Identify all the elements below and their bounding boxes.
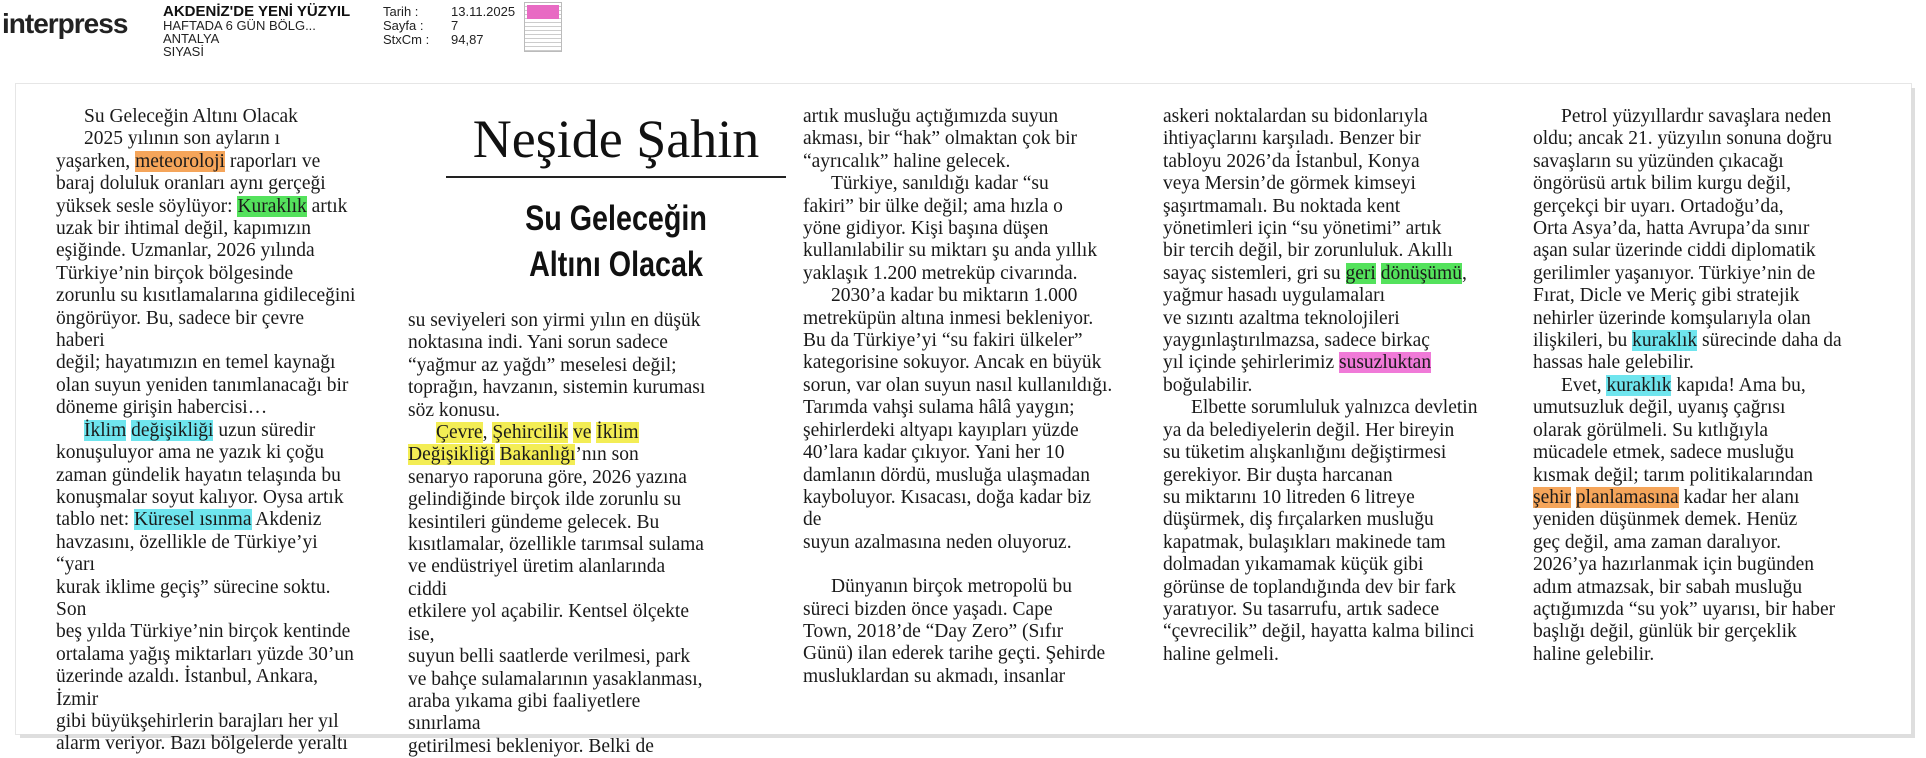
text-line: su seviyeleri son yirmi yılın en düşük bbox=[408, 310, 701, 331]
article-column-3 bbox=[803, 106, 1113, 688]
text-line: geç değil, ama zaman daralıyor. bbox=[1533, 531, 1781, 553]
text-line: mücadele etmek, sadece musluğu bbox=[1533, 442, 1794, 464]
text-line: kısmak değil; tarım politikalarından bbox=[1533, 464, 1813, 486]
text-line: uzak bir ihtimal değil, kapımızın bbox=[56, 218, 312, 240]
text-line: süreci bizden önce yaşadı. Cape bbox=[803, 598, 1053, 620]
publication-name: AKDENİZ'DE YENİ YÜZYIL bbox=[163, 3, 351, 20]
text-line: zorunlu su kısıtlamalarına gidileceğini bbox=[56, 285, 356, 307]
text-line: zaman gündelik hayatın telaşında bu bbox=[56, 464, 341, 486]
text-line: 2025 yılının son ayların ı bbox=[84, 128, 281, 150]
text-line: su miktarını 10 litreden 6 litreye bbox=[1163, 486, 1415, 508]
text-line: damlanın dördü, musluğa ulaşmadan bbox=[803, 464, 1091, 486]
article-headline bbox=[477, 196, 756, 288]
text-line: üzerinde azaldı. İstanbul, Ankara, İzmir bbox=[56, 666, 319, 710]
text-line: getirilmesi bekleniyor. Belki de bbox=[408, 735, 654, 757]
text-line: “çevrecilik” değil, hayatta kalma bilinci bbox=[1163, 621, 1475, 643]
text-line: senaryo raporuna göre, 2026 yazına bbox=[408, 466, 687, 488]
text-line: Dünyanın birçok metropolü bu bbox=[831, 576, 1072, 598]
text-line: askeri noktalardan su bidonlarıyla bbox=[1163, 106, 1428, 127]
text-line: yaşarken, meteoroloji raporları ve bbox=[56, 150, 321, 172]
publication-category: SIYASİ bbox=[163, 44, 204, 59]
text-line: Orta Asya’da, hatta Avrupa’da sınır bbox=[1533, 218, 1810, 240]
text-line: bir tercih değil, bir zorunluluk. Akıllı bbox=[1163, 240, 1453, 262]
text-line: veya Mersin’de görmek kimseyi bbox=[1163, 173, 1416, 195]
text-line: kategorisine sokuyor. Ancak en büyük bbox=[803, 352, 1102, 374]
clipping-header bbox=[0, 0, 1926, 80]
text-line: Su Geleceğin Altını Olacak bbox=[84, 106, 298, 127]
text-line: baraj doluluk oranları aynı gerçeği bbox=[56, 173, 326, 195]
text-line: gerekiyor. Bir duşta harcanan bbox=[1163, 464, 1393, 486]
article-clipping bbox=[16, 84, 1911, 757]
text-line: Türkiye, sanıldığı kadar “su bbox=[831, 173, 1049, 195]
text-line: Tarımda vahşi sulama hâlâ yaygın; bbox=[803, 397, 1075, 419]
stxcm-value: 94,87 bbox=[451, 32, 484, 47]
text-line: ihtiyaçlarını karşıladı. Benzer bir bbox=[1163, 128, 1421, 150]
text-line: umutsuzluk değil, uyanış çağrısı bbox=[1533, 397, 1786, 419]
text-line: adım atmazsak, bir sabah musluğu bbox=[1533, 576, 1803, 598]
text-line: Günü) ilan ederek tarihe geçti. Şehirde bbox=[803, 643, 1106, 665]
text-line: öngörüyor. Bu, sadece bir çevre haberi bbox=[56, 307, 304, 352]
text-line: kısıtlamalar, özellikle tarımsal sulama bbox=[408, 534, 704, 556]
text-line: Evet, kuraklık kapıda! Ama bu, bbox=[1561, 374, 1806, 396]
text-line: “ayrıcalık” haline gelecek. bbox=[803, 150, 1011, 172]
text-line: akması, bir “hak” olmaktan çok bir bbox=[803, 128, 1077, 150]
article-column-1 bbox=[56, 106, 356, 756]
text-line: 2030’a kadar bu miktarın 1.000 bbox=[831, 285, 1078, 307]
text-line: musluklardan su akmadı, insanlar bbox=[803, 665, 1066, 687]
text-line: kullanılabilir su miktarı şu anda yıllık bbox=[803, 240, 1098, 262]
text-line: etkilere yol açabilir. Kentsel ölçekte ise, bbox=[408, 601, 690, 645]
text-line: Türkiye’nin birçok bölgesinde bbox=[56, 262, 294, 284]
article-column-5 bbox=[1533, 106, 1893, 666]
text-line: kurak iklime geçiş” sürecine soktu. Son bbox=[56, 576, 331, 620]
text-line: haline gelebilir. bbox=[1533, 643, 1655, 665]
text-line: haline gelmeli. bbox=[1163, 643, 1279, 665]
text-line: hassas hale gelebilir. bbox=[1533, 352, 1694, 374]
publication-info bbox=[163, 4, 350, 58]
text-line: başlığı değil, günlük bir gerçeklik bbox=[1533, 621, 1797, 643]
text-line: “yağmur az yağdı” meselesi değil; bbox=[408, 354, 677, 376]
text-line: kapatmak, bulaşıkları makinede tam bbox=[1163, 531, 1446, 553]
text-line: Town, 2018’de “Day Zero” (Sıfır bbox=[803, 620, 1064, 642]
text-line: metreküpün altına inmesi bekleniyor. bbox=[803, 307, 1094, 329]
text-line: yüksek sesle söylüyor: Kuraklık artık bbox=[56, 195, 348, 217]
publication-region: ANTALYA bbox=[163, 31, 220, 46]
headline-line: Su Geleceğin bbox=[525, 199, 707, 238]
text-line: savaşların su yüzünden çıkacağı bbox=[1533, 150, 1784, 172]
text-line: alarm veriyor. Bazı bölgelerde yeraltı bbox=[56, 733, 348, 755]
text-line: yaklaşık 1.200 metreküp civarında. bbox=[803, 262, 1078, 284]
text-line: döneme girişin habercisi… bbox=[56, 397, 268, 419]
text-line: suyun azalmasına neden oluyoruz. bbox=[803, 531, 1072, 553]
text-line: şaşırtmamalı. Bu noktada kent bbox=[1163, 195, 1401, 217]
date-label: Tarih : bbox=[383, 4, 419, 19]
text-line: değil; hayatımızın en temel kaynağı bbox=[56, 352, 336, 374]
clipping-meta bbox=[383, 5, 515, 47]
interpress-logo: interpress bbox=[2, 8, 128, 39]
text-line: Değişikliği Bakanlığı’nın son bbox=[408, 444, 639, 466]
text-line: kayboluyor. Kısacası, doğa kadar biz de bbox=[803, 486, 1092, 531]
text-line: konuşmalar soyut kalıyor. Oysa artık bbox=[56, 486, 344, 508]
text-line: havzasını, özellikle de Türkiye’yi “yarı bbox=[56, 531, 318, 576]
text-line: şehir planlamasına kadar her alanı bbox=[1533, 486, 1800, 508]
text-line: ilişkileri, bu kuraklık sürecinde daha da bbox=[1533, 330, 1842, 352]
text-line: gerçekçi bir uyarı. Ortadoğu’da, bbox=[1533, 195, 1784, 217]
text-line: artık musluğu açtığımızda suyun bbox=[803, 106, 1059, 127]
text-line: Petrol yüzyıllardır savaşlara neden bbox=[1561, 106, 1832, 127]
text-line: sayaç sistemleri, gri su geri dönüşümü, bbox=[1163, 262, 1467, 284]
text-line: tablo net: Küresel ısınma Akdeniz bbox=[56, 509, 322, 531]
text-line: nehirler üzerinde komşularıyla olan bbox=[1533, 307, 1811, 329]
author-name: Neşide Şahin bbox=[472, 109, 760, 169]
text-line: Bu da Türkiye’yi “su fakiri ülkeler” bbox=[803, 330, 1083, 352]
text-line: Elbette sorumluluk yalnızca devletin bbox=[1191, 397, 1478, 419]
text-line: ve endüstriyel üretim alanlarında ciddi bbox=[408, 556, 666, 600]
text-line: oldu; ancak 21. yüzyılın sonuna doğru bbox=[1533, 128, 1832, 150]
text-line: 2026’ya hazırlanmak için bugünden bbox=[1533, 554, 1815, 576]
text-line: aşan sular üzerinde ciddi diplomatik bbox=[1533, 240, 1816, 262]
page-thumbnail[interactable] bbox=[524, 2, 562, 52]
text-line: 40’lara kadar çıkıyor. Yani her 10 bbox=[803, 442, 1065, 464]
text-line: suyun belli saatlerde verilmesi, park bbox=[408, 646, 691, 668]
text-line: yeniden düşünmek demek. Henüz bbox=[1533, 509, 1798, 531]
text-line: yıl içinde şehirlerimiz susuzluktan bbox=[1163, 352, 1432, 374]
text-line: toprağın, havzanın, sistemin kuruması bbox=[408, 377, 706, 399]
text-line: söz konusu. bbox=[408, 399, 501, 421]
text-line: gibi büyükşehirlerin barajları her yıl bbox=[56, 710, 339, 732]
text-line: öngörüsü artık bilim kurgu değil, bbox=[1533, 173, 1791, 195]
text-line: düşürmek, diş fırçalarken musluğu bbox=[1163, 509, 1434, 531]
text-line: şehirlerdeki altyapı kayıpları yüzde bbox=[803, 419, 1079, 441]
text-line: İklim değişikliği uzun süredir bbox=[84, 419, 316, 441]
page-label: Sayfa : bbox=[383, 18, 424, 33]
text-line: sorun, var olan suyun nasıl kullanıldığı. bbox=[803, 374, 1113, 396]
text-line: ortalama yağış miktarları yüzde 30’un bbox=[56, 643, 354, 665]
text-line: yaygınlaştırılmazsa, sadece birkaç bbox=[1163, 330, 1430, 352]
text-line: olan suyun yeniden tanımlanacağı bir bbox=[56, 374, 349, 396]
text-line: fakiri” bir ülke değil; ama hızla o bbox=[803, 195, 1063, 217]
text-line: konuşuluyor ama ne yazık ki çoğu bbox=[56, 442, 325, 464]
stxcm-label: StxCm : bbox=[383, 32, 430, 47]
text-line: gelindiğinde birçok ilde zorunlu su bbox=[408, 489, 681, 511]
text-line: Fırat, Dicle ve Meriç gibi stratejik bbox=[1533, 285, 1800, 307]
text-line: araba yıkama gibi faaliyetlere sınırlama bbox=[408, 690, 641, 735]
text-line: tabloyu 2026’da İstanbul, Konya bbox=[1163, 150, 1420, 172]
text-line: yaratıyor. Su tasarrufu, artık sadece bbox=[1163, 598, 1440, 620]
text-line: Çevre, Şehircilik ve İklim bbox=[436, 422, 639, 444]
author-divider bbox=[446, 176, 786, 178]
text-line: açtığımızda “su yok” uyarısı, bir haber bbox=[1533, 598, 1836, 620]
text-line: beş yılda Türkiye’nin birçok kentinde bbox=[56, 621, 351, 643]
date-value: 13.11.2025 bbox=[451, 4, 516, 19]
text-line: ya da belediyelerin değil. Her bireyin bbox=[1163, 419, 1455, 441]
text-line: olarak görülmeli. Su kıtlığıyla bbox=[1533, 419, 1769, 441]
text-line: kesintileri gündeme gelecek. Bu bbox=[408, 511, 660, 533]
text-line: noktasına indi. Yani sorun sadece bbox=[408, 332, 668, 354]
text-line: yönetimleri için “su yönetimi” artık bbox=[1163, 218, 1442, 240]
article-column-2 bbox=[408, 310, 708, 758]
text-line: ve bahçe sulamalarının yasaklanması, bbox=[408, 668, 703, 690]
text-line: yağmur hasadı uygulamaları bbox=[1163, 285, 1386, 307]
text-line: görünse de toplandığında dev bir fark bbox=[1163, 576, 1456, 598]
text-line: yöne gidiyor. Kişi başına düşen bbox=[803, 218, 1049, 240]
text-line: boğulabilir. bbox=[1163, 374, 1253, 396]
text-line: su tüketim alışkanlığını değiştirmesi bbox=[1163, 442, 1447, 464]
text-line: ve sızıntı azaltma teknolojileri bbox=[1163, 307, 1400, 329]
article-column-4 bbox=[1163, 106, 1483, 666]
headline-line: Altını Olacak bbox=[529, 245, 703, 284]
publication-frequency: HAFTADA 6 GÜN BÖLG... bbox=[163, 18, 316, 33]
text-line: dolmadan yıkamamak küçük gibi bbox=[1163, 554, 1424, 576]
text-line: eşiğinde. Uzmanlar, 2026 yılında bbox=[56, 240, 315, 262]
text-line: gerilimler yaşanıyor. Türkiye’nin de bbox=[1533, 262, 1816, 284]
page-value: 7 bbox=[451, 18, 459, 33]
